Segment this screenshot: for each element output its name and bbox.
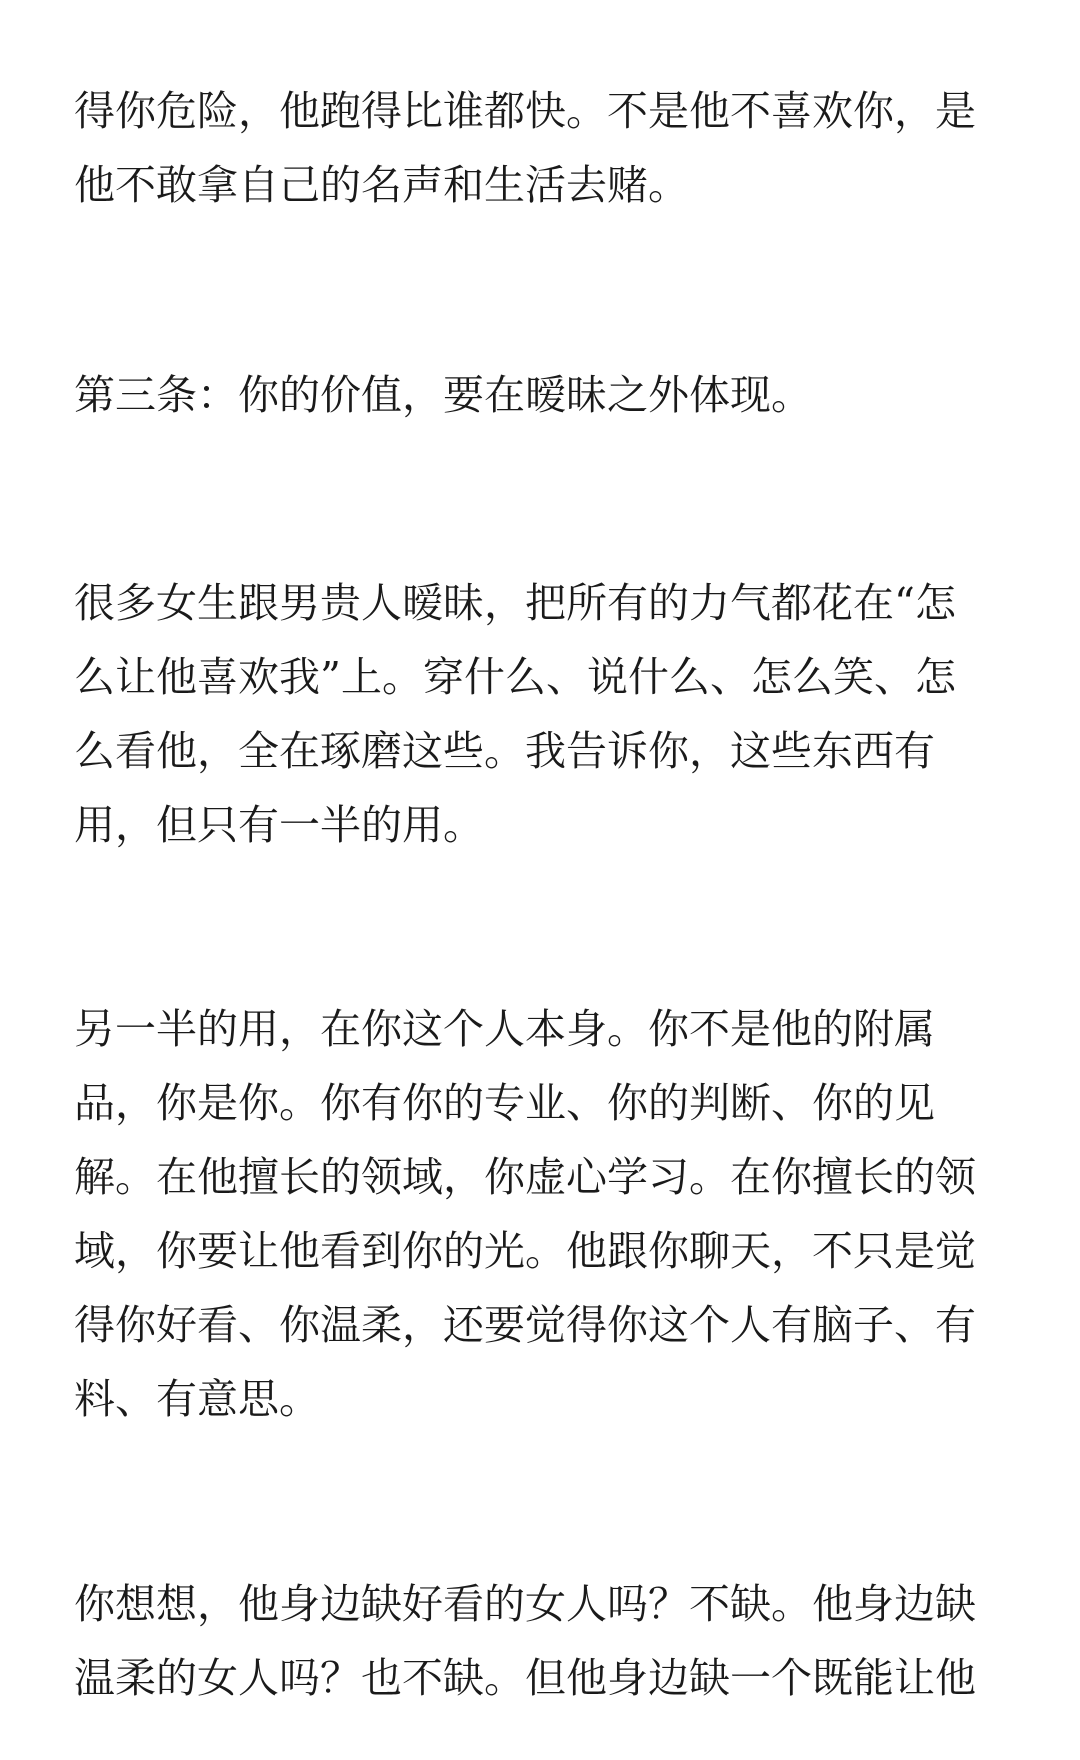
text-line: 用，但只有一半的用。 — [74, 801, 484, 849]
section-heading — [74, 358, 1006, 432]
text-line: 么看他，全在琢磨这些。我告诉你，这些东西有 — [74, 727, 935, 775]
paragraph — [74, 1567, 1006, 1715]
text-line: 域，你要让他看到你的光。他跟你聊天，不只是觉 — [74, 1227, 976, 1275]
paragraph — [74, 566, 1006, 862]
text-line: 料、有意思。 — [74, 1375, 320, 1423]
text-line: 你想想，他身边缺好看的女人吗？不缺。他身边缺 — [74, 1580, 976, 1628]
text-line: 第三条：你的价值，要在暧昧之外体现。 — [74, 371, 812, 419]
text-line: 解。在他擅长的领域，你虚心学习。在你擅长的领 — [74, 1153, 976, 1201]
paragraph — [74, 992, 1006, 1436]
text-line: 品，你是你。你有你的专业、你的判断、你的见 — [74, 1079, 935, 1127]
text-line: 么让他喜欢我”上。穿什么、说什么、怎么笑、怎 — [74, 653, 956, 701]
text-line: 得你好看、你温柔，还要觉得你这个人有脑子、有 — [74, 1301, 976, 1349]
text-line: 他不敢拿自己的名声和生活去赌。 — [74, 161, 689, 209]
paragraph — [74, 74, 1006, 222]
text-line: 另一半的用，在你这个人本身。你不是他的附属 — [74, 1005, 935, 1053]
text-line: 温柔的女人吗？也不缺。但他身边缺一个既能让他 — [74, 1654, 976, 1702]
text-line: 得你危险，他跑得比谁都快。不是他不喜欢你，是 — [74, 87, 976, 135]
text-line: 很多女生跟男贵人暧昧，把所有的力气都花在“怎 — [74, 579, 956, 627]
